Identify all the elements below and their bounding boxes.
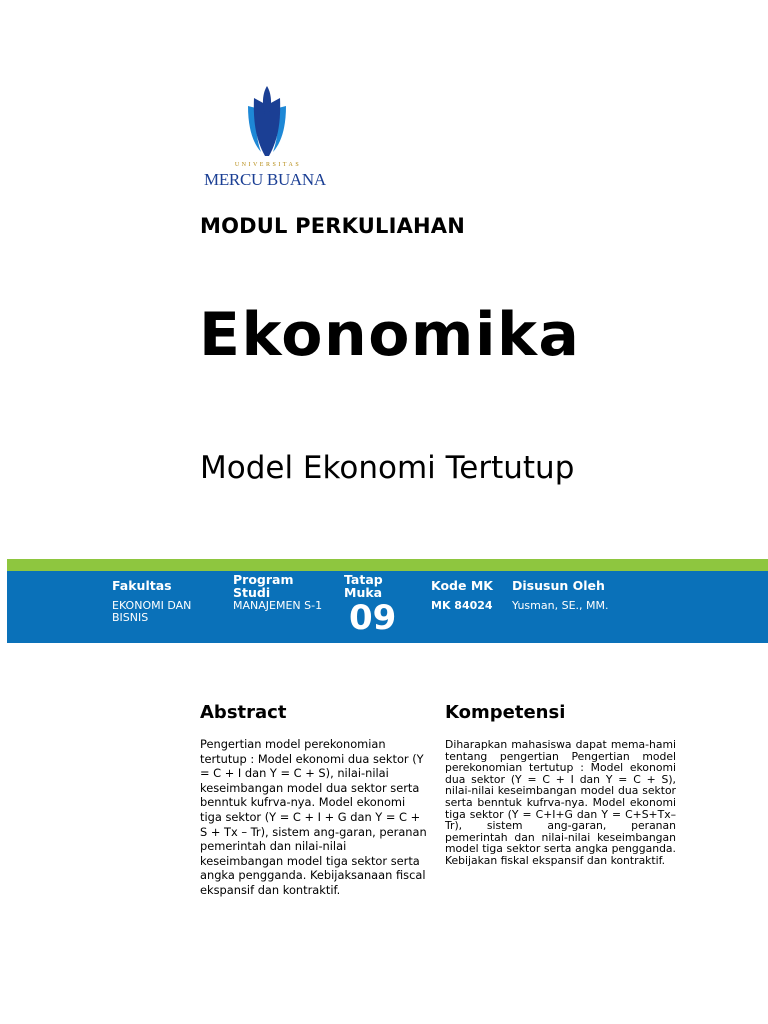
page-subtitle: Model Ekonomi Tertutup xyxy=(200,450,575,486)
abstract-text: Pengertian model perekonomian tertutup : Model ekonomi dua sektor (Y = C + I dan Y = C + S), nilai-nilai keseimbangan model dua sektor serta benntuk kufrva-nya. Model ekonomi tiga sektor (Y = C + I + G dan Y = C + S + Tx – Tr), sistem ang-garan, peranan pemerintah dan nilai-nilai keseimbangan model tiga sektor serta angka pengganda. Kebijaksanaan fiscal ekspansif dan kontraktif. xyxy=(200,737,427,897)
tatap-muka-value: 09 xyxy=(349,598,397,638)
university-logo xyxy=(200,86,332,194)
kompetensi-text: Diharapkan mahasiswa dapat mema-hami tentang pengertian Pengertian model perekonomian tertutup : Model ekonomi dua sektor (Y = C + I dan Y = C + S), nilai-nilai keseimbangan model dua sektor serta benntuk kufrva-nya. Model ekonomi tiga sektor (Y = C+I+G dan Y = C+S+Tx–Tr), sistem ang-garan, peranan pemerintah dan nilai-nilai keseimbangan model tiga sektor serta angka pengganda. Kebijakan fiskal ekspansif dan kontraktif. xyxy=(445,738,676,867)
module-series-label: MODUL PERKULIAHAN xyxy=(200,214,466,238)
disusun-oleh-label: Disusun Oleh xyxy=(512,578,605,593)
fakultas-value: EKONOMI DAN BISNIS xyxy=(112,599,192,624)
tatap-muka-label: Tatap Muka xyxy=(344,572,383,600)
kode-mk-label: Kode MK xyxy=(431,578,493,593)
logo-name: MERCU BUANA xyxy=(204,170,326,189)
abstract-heading: Abstract xyxy=(200,702,287,723)
mercu-buana-emblem-icon xyxy=(244,86,290,160)
program-studi-value: MANAJEMEN S-1 xyxy=(233,599,323,612)
program-studi-label: Program Studi xyxy=(233,572,294,600)
kompetensi-heading: Kompetensi xyxy=(445,702,566,723)
kode-mk-value: MK 84024 xyxy=(431,599,493,612)
course-info-band xyxy=(7,571,768,643)
fakultas-label: Fakultas xyxy=(112,578,172,593)
green-stripe xyxy=(7,559,768,571)
disusun-oleh-value: Yusman, SE., MM. xyxy=(512,599,609,612)
page-title: Ekonomika xyxy=(199,300,581,370)
logo-university-label: UNIVERSITAS xyxy=(234,162,302,168)
